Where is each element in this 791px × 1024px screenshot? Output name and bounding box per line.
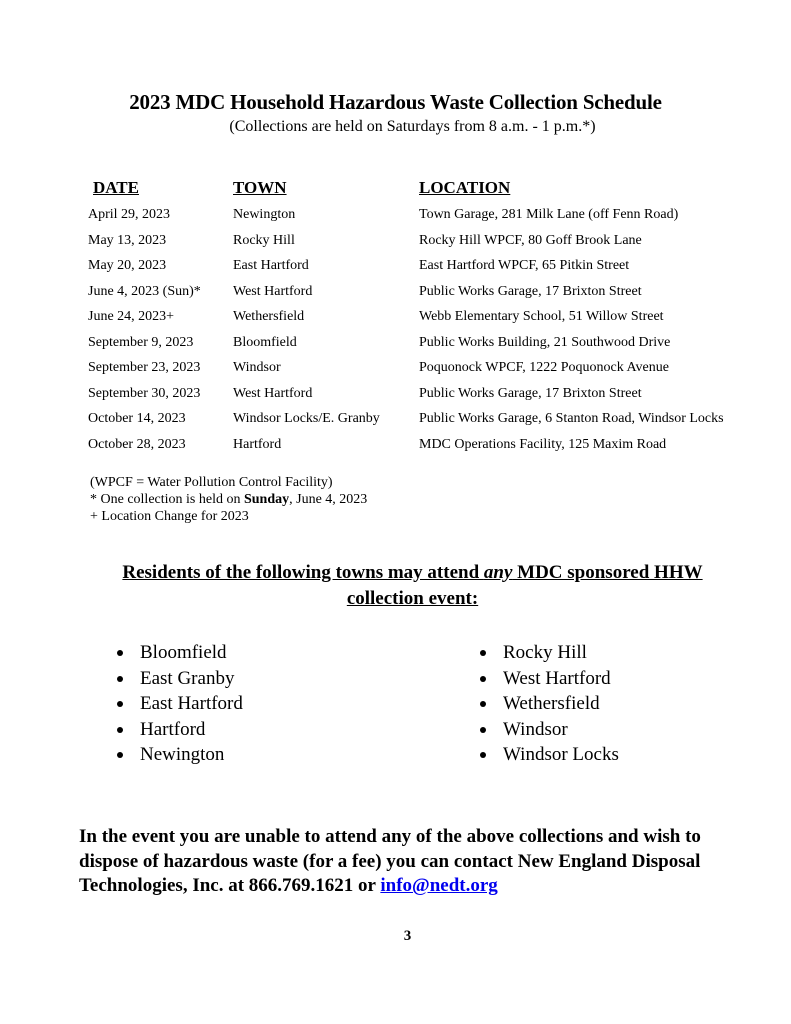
- footnotes: [90, 474, 367, 525]
- page-number: 3: [403, 928, 412, 944]
- column-header-date: DATE: [93, 178, 139, 197]
- schedule-location: Webb Elementary School, 51 Willow Street: [419, 309, 664, 324]
- town-list-item: [478, 640, 619, 666]
- towns-list-right: [478, 640, 619, 768]
- schedule-row: [0, 335, 791, 355]
- town-name: Rocky Hill: [503, 642, 587, 663]
- schedule-row: [0, 411, 791, 431]
- residents-heading: Residents of the following towns may attend any MDC sponsored HHW collection event:: [122, 562, 703, 609]
- bullet-icon: [117, 701, 123, 707]
- schedule-date: September 9, 2023: [88, 334, 194, 350]
- town-name: Bloomfield: [140, 642, 227, 663]
- schedule-town: West Hartford: [233, 283, 313, 299]
- schedule-date: June 24, 2023+: [88, 309, 175, 324]
- schedule-row: [0, 360, 791, 380]
- bullet-icon: [480, 727, 486, 733]
- schedule-location: Public Works Garage, 17 Brixton Street: [419, 283, 642, 299]
- schedule-town: Bloomfield: [233, 334, 297, 350]
- bullet-icon: [117, 752, 123, 758]
- schedule-date: September 30, 2023: [88, 385, 201, 401]
- column-header-town: TOWN: [233, 178, 287, 197]
- town-list-item: [115, 666, 243, 692]
- bullet-icon: [480, 701, 486, 707]
- bullet-icon: [480, 650, 486, 656]
- schedule-row: [0, 207, 791, 227]
- schedule-row: [0, 258, 791, 278]
- town-list-item: [478, 742, 619, 768]
- town-list-item: [478, 666, 619, 692]
- schedule-location: Public Works Garage, 6 Stanton Road, Windsor Locks: [419, 411, 724, 426]
- schedule-location: Public Works Garage, 17 Brixton Street: [419, 385, 642, 401]
- town-list-item: [115, 742, 243, 768]
- town-name: Windsor: [503, 718, 568, 740]
- schedule-town: East Hartford: [233, 258, 309, 273]
- column-header-location: LOCATION: [419, 178, 511, 197]
- schedule-town: West Hartford: [233, 385, 313, 401]
- location-change-note: + Location Change for 2023: [90, 509, 249, 524]
- schedule-date: October 14, 2023: [88, 411, 186, 426]
- town-list-item: [115, 691, 243, 717]
- town-list-item: [115, 717, 243, 743]
- bullet-icon: [480, 676, 486, 682]
- town-name: East Hartford: [140, 693, 243, 714]
- schedule-row: [0, 309, 791, 329]
- schedule-town: Wethersfield: [233, 309, 305, 324]
- schedule-date: May 20, 2023: [88, 258, 167, 273]
- town-name: Windsor Locks: [503, 744, 619, 765]
- schedule-location: Town Garage, 281 Milk Lane (off Fenn Road): [419, 207, 679, 222]
- contact-paragraph: In the event you are unable to attend any of the above collections and wish to dispose of hazardous waste (for a fee) you can contact New England Disposal Technologies, Inc. at 866.769.1621 or info@nedt.org: [79, 826, 701, 896]
- schedule-row: [0, 437, 791, 457]
- email-link[interactable]: info@nedt.org: [380, 875, 498, 896]
- schedule-location: MDC Operations Facility, 125 Maxim Road: [419, 436, 667, 452]
- sunday-emphasis: Sunday: [243, 492, 290, 507]
- bullet-icon: [117, 650, 123, 656]
- schedule-date: September 23, 2023: [88, 360, 201, 375]
- town-name: West Hartford: [503, 667, 611, 689]
- any-emphasis: any: [483, 562, 513, 583]
- schedule-town: Windsor Locks/E. Granby: [233, 411, 380, 426]
- bullet-icon: [117, 676, 123, 682]
- sunday-note: * One collection is held on Sunday, June 4, 2023: [90, 492, 368, 507]
- town-list-item: [478, 691, 619, 717]
- schedule-row: [0, 284, 791, 304]
- wpcf-note: (WPCF = Water Pollution Control Facility): [90, 475, 333, 490]
- schedule-location: Public Works Building, 21 Southwood Drive: [419, 334, 671, 350]
- bullet-icon: [117, 727, 123, 733]
- schedule-location: Poquonock WPCF, 1222 Poquonock Avenue: [419, 360, 669, 375]
- schedule-date: April 29, 2023: [88, 207, 171, 222]
- bullet-icon: [480, 752, 486, 758]
- schedule-location: East Hartford WPCF, 65 Pitkin Street: [419, 258, 630, 273]
- schedule-row: [0, 386, 791, 406]
- town-name: East Granby: [140, 667, 235, 689]
- town-name: Newington: [140, 744, 225, 765]
- schedule-date: October 28, 2023: [88, 436, 186, 452]
- schedule-town: Windsor: [233, 360, 281, 375]
- schedule-date: June 4, 2023 (Sun)*: [88, 283, 201, 299]
- towns-list-left: [115, 640, 243, 768]
- schedule-date: May 13, 2023: [88, 232, 167, 248]
- schedule-town: Hartford: [233, 436, 282, 452]
- schedule-town: Newington: [233, 207, 296, 222]
- town-list-item: [478, 717, 619, 743]
- town-list-item: [115, 640, 243, 666]
- town-name: Wethersfield: [503, 693, 600, 714]
- schedule-row: [0, 233, 791, 253]
- page-subtitle: (Collections are held on Saturdays from 8 a.m. - 1 p.m.*): [229, 118, 596, 135]
- page-title: 2023 MDC Household Hazardous Waste Collection Schedule: [129, 90, 662, 114]
- town-name: Hartford: [140, 718, 206, 740]
- schedule-town: Rocky Hill: [233, 232, 295, 248]
- schedule-location: Rocky Hill WPCF, 80 Goff Brook Lane: [419, 232, 642, 248]
